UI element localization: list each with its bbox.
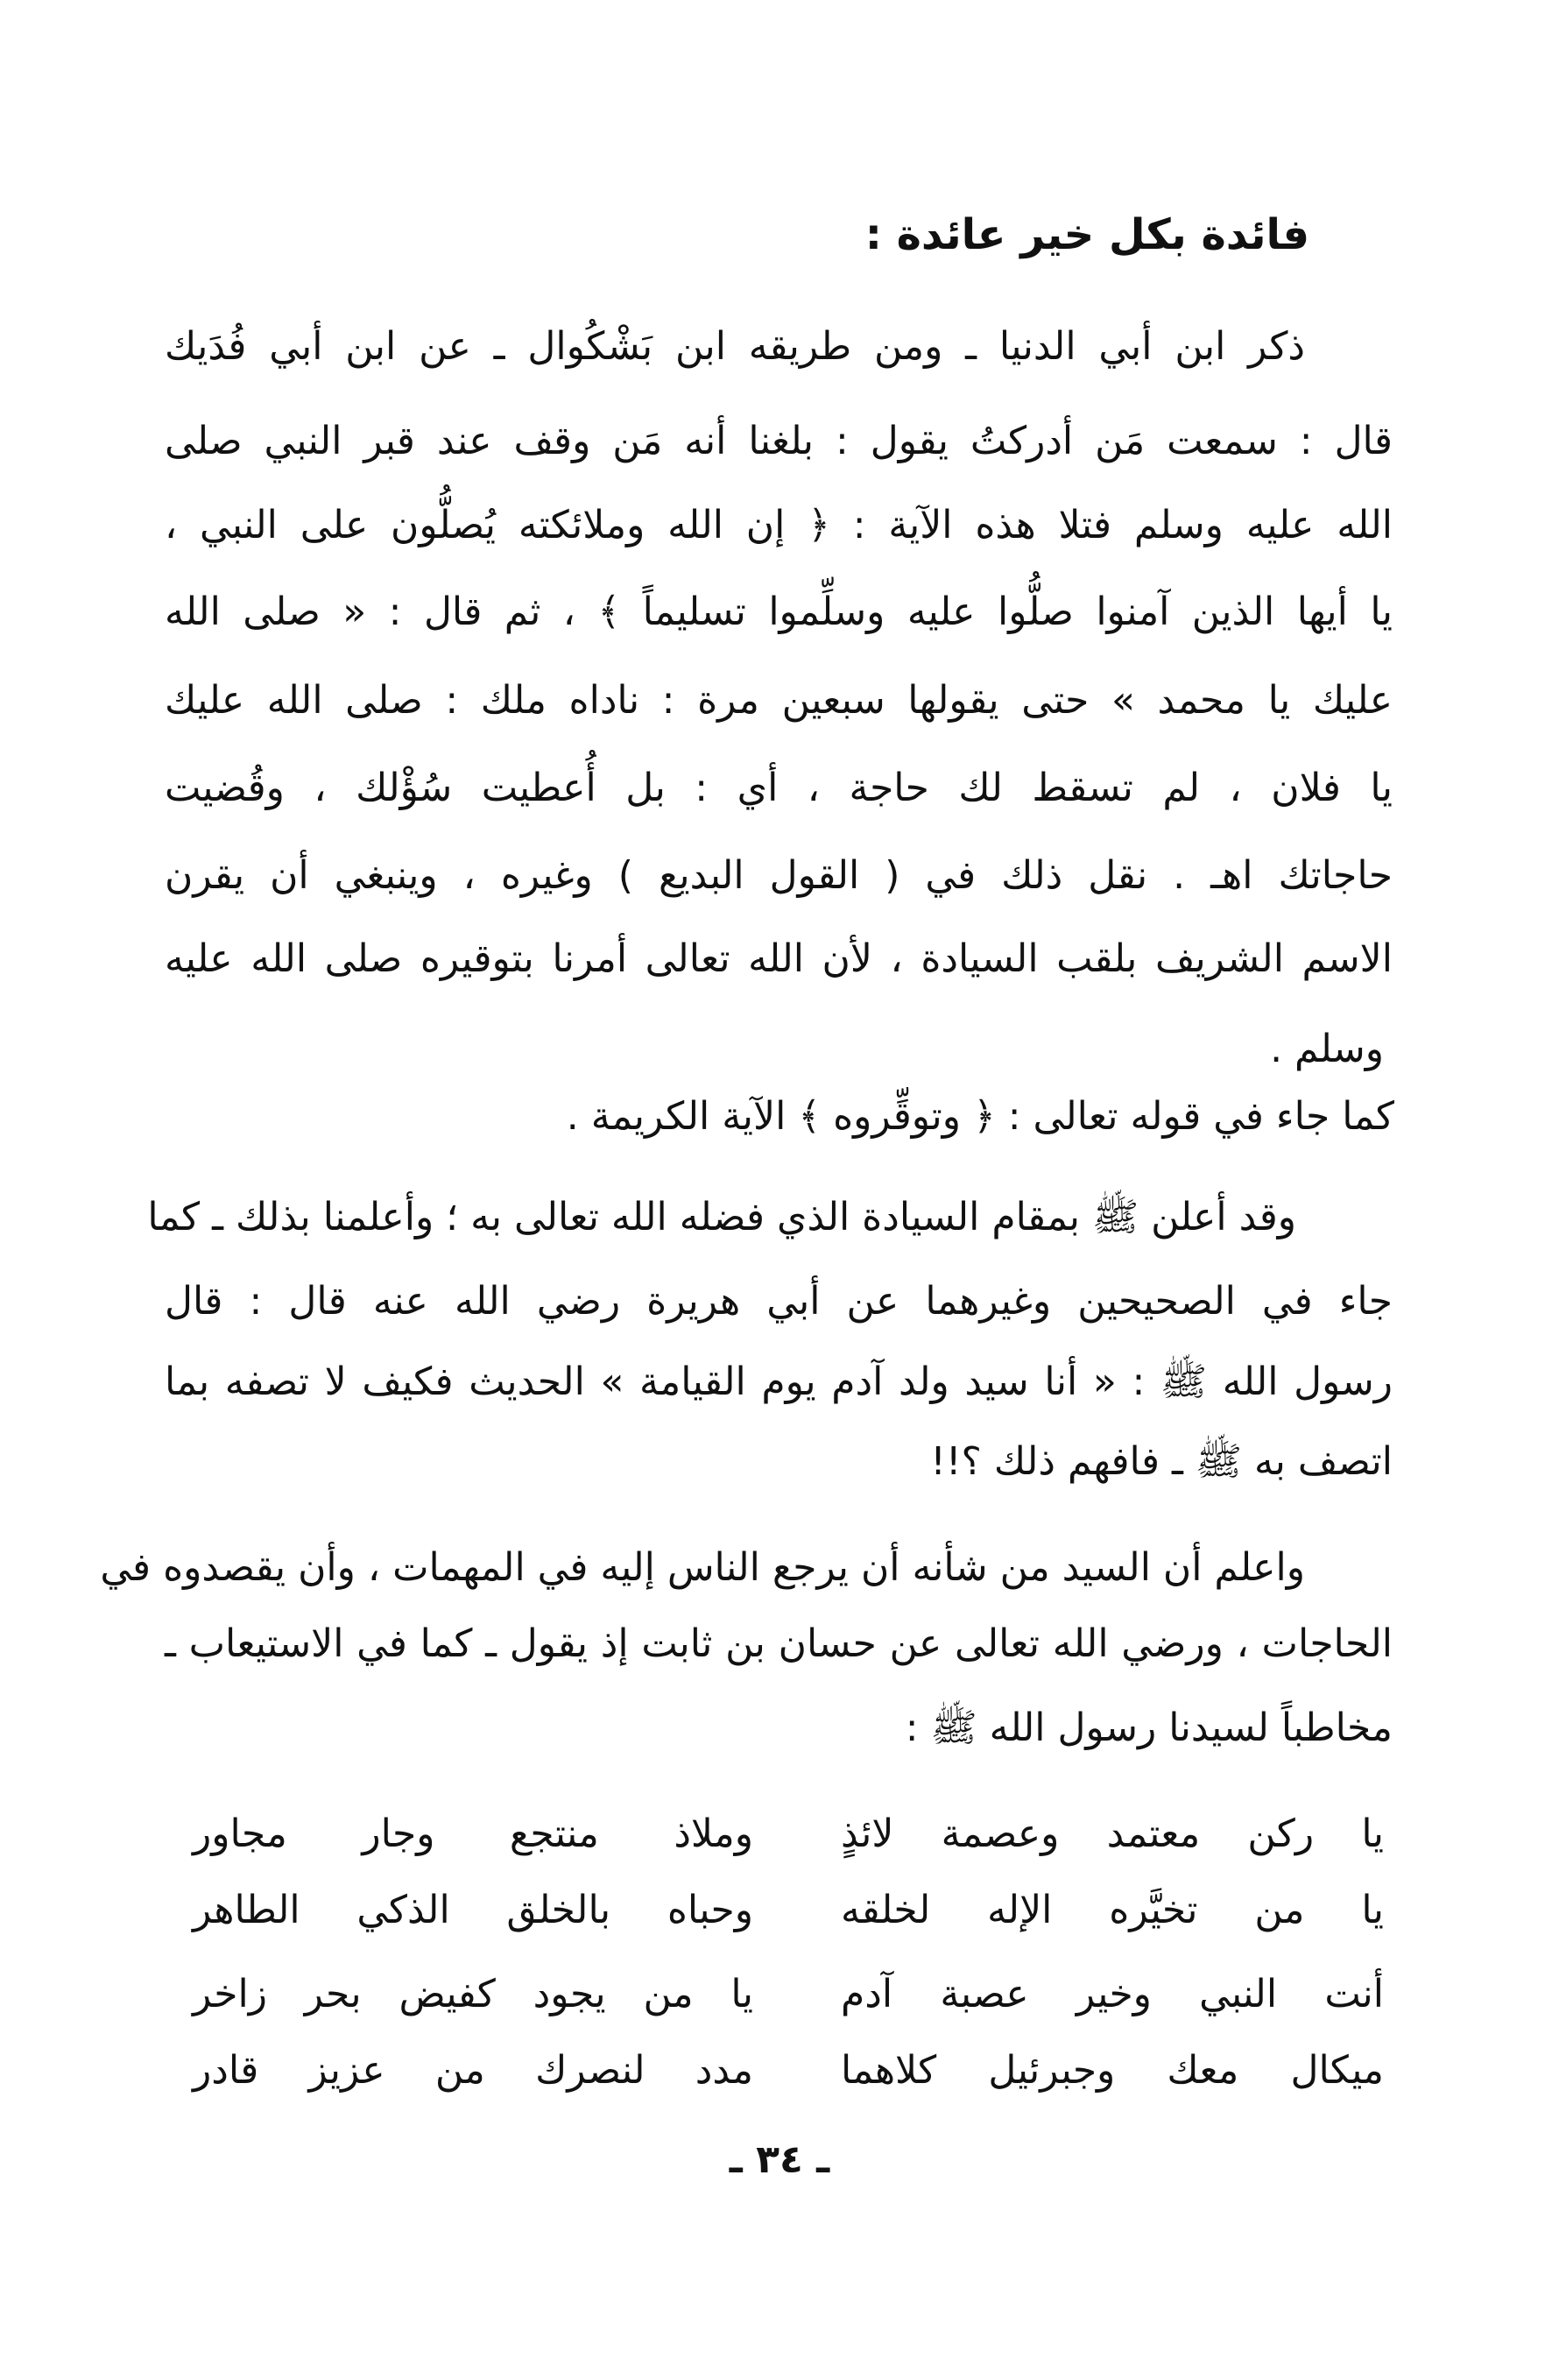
- text-line: رسول الله ﷺ : « أنا سيد ولد آدم يوم القيامة » الحديث فكيف لا تصفه بما: [165, 1359, 1393, 1404]
- verse-second-hemistich: وحباه بالخلق الذكي الطاهر: [193, 1888, 753, 1932]
- text-line: الله عليه وسلم فتلا هذه الآية : ﴿ إن الله وملائكته يُصلُّون على النبي ،: [165, 503, 1393, 547]
- text-line: وسلم .: [1270, 1027, 1384, 1071]
- text-line: اتصف به ﷺ ـ فافهم ذلك ؟!!: [930, 1439, 1393, 1484]
- text-line: وقد أعلن ﷺ بمقام السيادة الذي فضله الله تعالى به ؛ وأعلمنا بذلك ـ كما: [147, 1195, 1296, 1239]
- section-heading: فائدة بكل خير عائدة :: [864, 210, 1309, 259]
- verse-first-hemistich: يا ركن معتمد وعصمة لائذٍ: [841, 1811, 1384, 1856]
- verse-second-hemistich: مدد لنصرك من عزيز قادر: [193, 2048, 753, 2093]
- text-line: واعلم أن السيد من شأنه أن يرجع الناس إليه في المهمات ، وأن يقصدوه في: [100, 1545, 1305, 1590]
- text-line: قال : سمعت مَن أدركتُ يقول : بلغنا أنه مَن وقف عند قبر النبي صلى: [165, 419, 1393, 463]
- verse-first-hemistich: أنت النبي وخير عصبة آدم: [841, 1972, 1384, 2016]
- text-line: مخاطباً لسيدنا رسول الله ﷺ :: [905, 1706, 1393, 1750]
- page-number: ـ ٣٤ ـ: [729, 2137, 830, 2182]
- verse-first-hemistich: يا من تخيَّره الإله لخلقه: [841, 1888, 1384, 1932]
- text-line: عليك يا محمد » حتى يقولها سبعين مرة : ناداه ملك : صلى الله عليك: [165, 678, 1393, 723]
- text-line: حاجاتك اهـ . نقل ذلك في ( القول البديع ) وغيره ، وينبغي أن يقرن: [165, 853, 1393, 898]
- text-line: يا أيها الذين آمنوا صلُّوا عليه وسلِّموا تسليماً ﴾ ، ثم قال : « صلى الله: [165, 590, 1393, 634]
- verse-second-hemistich: وملاذ منتجع وجار مجاور: [193, 1811, 753, 1856]
- verse-second-hemistich: يا من يجود كفيض بحر زاخر: [193, 1972, 753, 2016]
- text-line: الحاجات ، ورضي الله تعالى عن حسان بن ثابت إذ يقول ـ كما في الاستيعاب ـ: [165, 1621, 1393, 1666]
- text-line: الاسم الشريف بلقب السيادة ، لأن الله تعالى أمرنا بتوقيره صلى الله عليه: [165, 936, 1393, 981]
- text-line: جاء في الصحيحين وغيرهما عن أبي هريرة رضي الله عنه قال : قال: [165, 1279, 1393, 1324]
- quran-quote-line: كما جاء في قوله تعالى : ﴿ وتوقِّروه ﴾ الآية الكريمة .: [566, 1094, 1394, 1139]
- text-line: يا فلان ، لم تسقط لك حاجة ، أي : بل أُعطيت سُؤْلك ، وقُضيت: [165, 766, 1393, 810]
- verse-first-hemistich: ميكال معك وجبرئيل كلاهما: [841, 2048, 1384, 2093]
- text-line: ذكر ابن أبي الدنيا ـ ومن طريقه ابن بَشْكُوال ـ عن ابن أبي فُدَيك: [165, 324, 1305, 369]
